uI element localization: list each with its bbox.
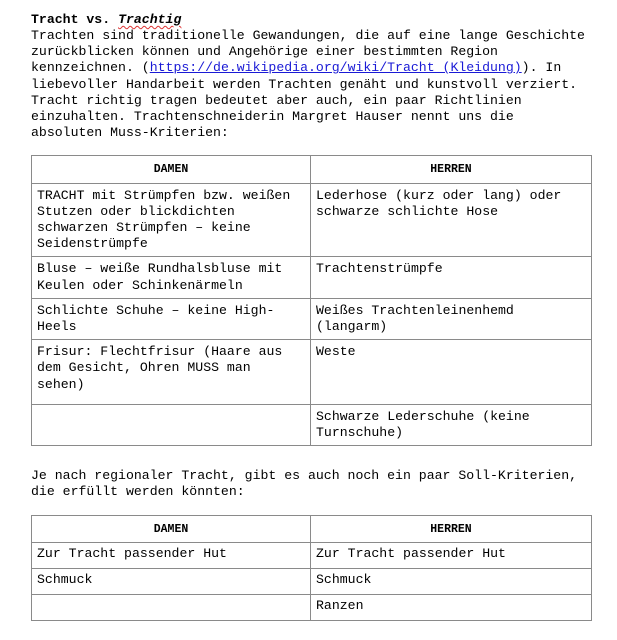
table-row xyxy=(32,183,592,257)
table-cell-herren: Weste xyxy=(311,340,592,405)
table-cell-herren: Lederhose (kurz oder lang) oder schwarze schlichte Hose xyxy=(311,183,592,257)
table-row xyxy=(32,542,592,568)
table-row xyxy=(32,298,592,339)
table-cell-damen: Frisur: Flechtfrisur (Haare aus dem Gesicht, Ohren MUSS man sehen) xyxy=(32,340,311,405)
table-cell-damen: Schmuck xyxy=(32,569,311,595)
column-header-damen: DAMEN xyxy=(32,515,311,542)
column-header-herren: HERREN xyxy=(311,156,592,183)
should-criteria-table xyxy=(31,515,592,622)
table-row xyxy=(32,340,592,405)
table-cell-damen: Zur Tracht passender Hut xyxy=(32,542,311,568)
table-row xyxy=(32,404,592,445)
table-row xyxy=(32,257,592,298)
table-row xyxy=(32,595,592,621)
heading-prefix: Tracht vs. xyxy=(31,12,119,27)
table-cell-herren: Ranzen xyxy=(311,595,592,621)
table-cell-herren: Schwarze Lederschuhe (keine Turnschuhe) xyxy=(311,404,592,445)
intro-text-before-link: Trachten sind traditionelle Gewandungen, die auf eine lange Geschichte zurückblicken können und Angehörige einer bestimmten Region kennzeichnen. ( xyxy=(31,28,585,76)
table-cell-herren: Schmuck xyxy=(311,569,592,595)
intro-paragraph xyxy=(31,28,591,141)
table-cell-damen: Schlichte Schuhe – keine High-Heels xyxy=(32,298,311,339)
intro-text-after-link: ). In liebevoller Handarbeit werden Trachten genäht und kunstvoll verziert. Tracht richtig tragen bedeutet aber auch, ein paar Richtlinien einzuhalten. Trachtenschneiderin Margret Hauser nennt uns die absoluten Muss-Kriterien: xyxy=(31,60,578,141)
column-header-herren: HERREN xyxy=(311,515,592,542)
table-cell-damen xyxy=(32,595,311,621)
table-cell-damen: Bluse – weiße Rundhalsbluse mit Keulen oder Schinkenärmeln xyxy=(32,257,311,298)
table-row xyxy=(32,569,592,595)
wikipedia-link[interactable]: https://de.wikipedia.org/wiki/Tracht_(Kleidung) xyxy=(149,60,522,76)
table-cell-herren: Weißes Trachtenleinenhemd (langarm) xyxy=(311,298,592,339)
document-heading xyxy=(31,12,591,28)
table-cell-herren: Trachtenstrümpfe xyxy=(311,257,592,298)
table-header-row xyxy=(32,515,592,542)
table-cell-herren: Zur Tracht passender Hut xyxy=(311,542,592,568)
document-page xyxy=(31,12,591,621)
must-criteria-table xyxy=(31,155,592,446)
middle-paragraph: Je nach regionaler Tracht, gibt es auch noch ein paar Soll-Kriterien, die erfüllt werden könnten: xyxy=(31,468,578,500)
table-cell-damen xyxy=(32,404,311,445)
heading-emphasis: Trachtig xyxy=(118,12,182,27)
column-header-damen: DAMEN xyxy=(32,156,311,183)
table-header-row xyxy=(32,156,592,183)
table-cell-damen: TRACHT mit Strümpfen bzw. weißen Stutzen oder blickdichten schwarzen Strümpfen – keine Seidenstrümpfe xyxy=(32,183,311,257)
